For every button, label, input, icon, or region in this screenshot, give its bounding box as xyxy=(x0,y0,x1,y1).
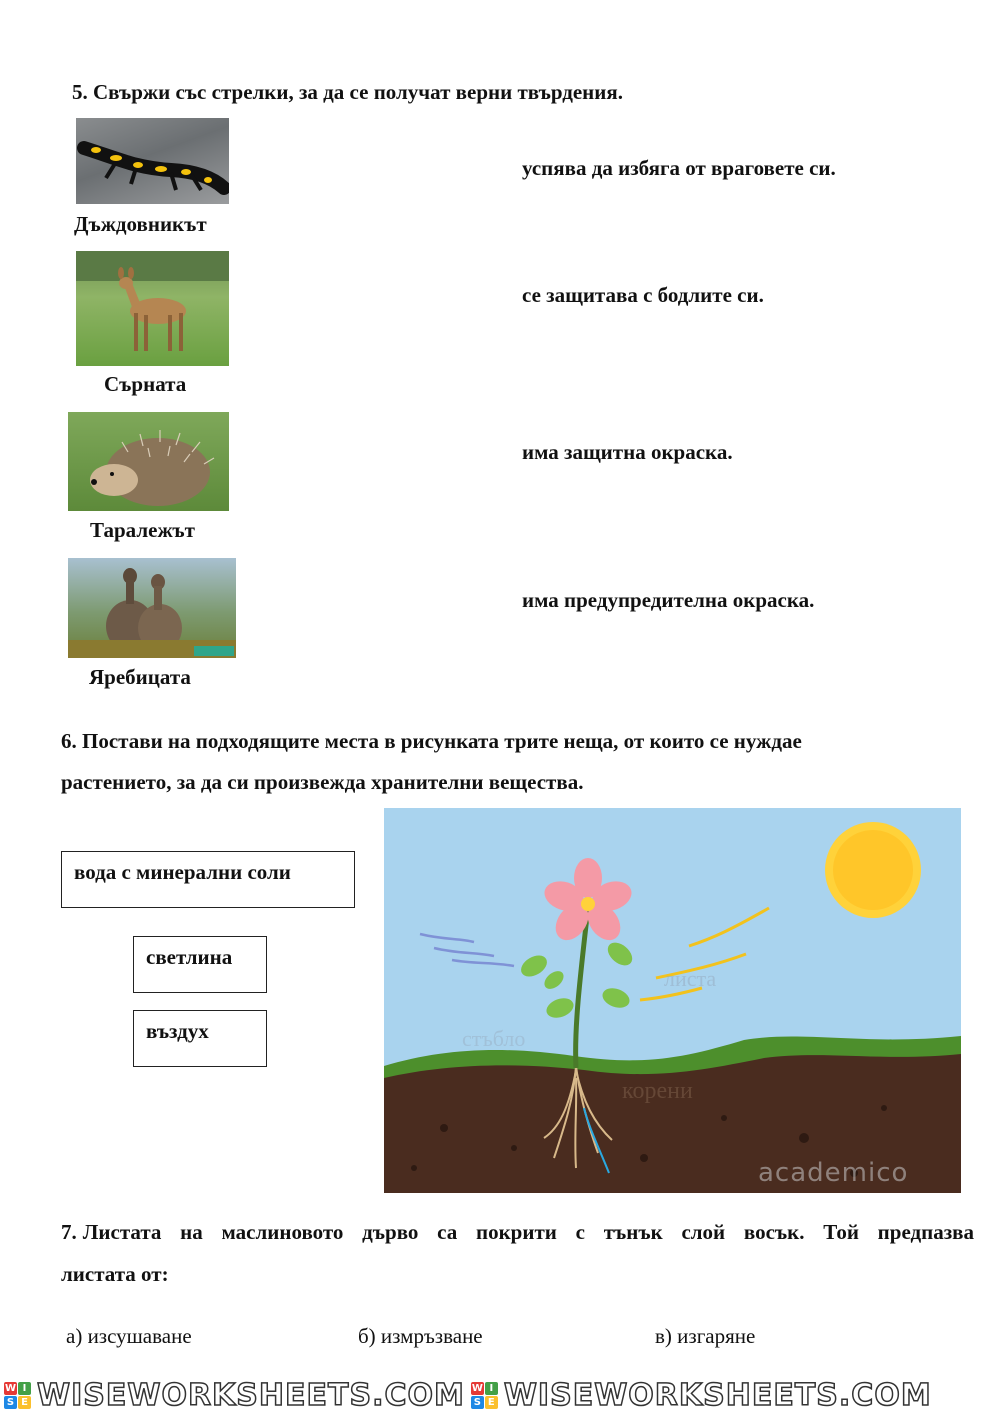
diagram-watermark: academico xyxy=(758,1158,909,1188)
diagram-faded-label-stem: стъбло xyxy=(462,1026,526,1051)
animal-label-salamander: Дъждовникът xyxy=(74,212,207,236)
question-6-title-line1: 6. Постави на подходящите места в рисунката трите неща, от които се нуждае xyxy=(61,729,802,753)
footer-brand-text: WISEWORKSHEETS.COM xyxy=(503,1378,932,1413)
logo-letter: W xyxy=(471,1383,483,1394)
option-water-minerals[interactable]: вода с минерални соли xyxy=(61,851,355,908)
statement-1: успява да избяга от враговете си. xyxy=(522,156,836,180)
diagram-faded-label-leaves: листа xyxy=(664,966,717,991)
statement-2: се защитава с бодлите си. xyxy=(522,283,764,307)
fire-salamander-photo xyxy=(76,118,229,204)
option-air[interactable]: въздух xyxy=(133,1010,267,1067)
animal-label-hedgehog: Таралежът xyxy=(90,518,195,542)
roe-deer-photo xyxy=(76,251,229,366)
question-5-title: 5. Свържи със стрелки, за да се получат верни твърдения. xyxy=(72,80,623,104)
logo-letter: E xyxy=(485,1396,498,1409)
question-7-text-line2: листата от: xyxy=(61,1262,169,1286)
answer-option-b[interactable]: б) измръзване xyxy=(358,1324,483,1348)
logo-letter: I xyxy=(485,1382,498,1395)
question-7-number: 7. xyxy=(61,1220,77,1244)
animal-label-partridge: Яребицата xyxy=(89,665,191,689)
option-light[interactable]: светлина xyxy=(133,936,267,993)
question-6-title-line2: растението, за да си произвежда хранителни вещества. xyxy=(61,770,584,794)
statement-3: има защитна окраска. xyxy=(522,440,733,464)
diagram-faded-label-roots: корени xyxy=(622,1078,693,1104)
hedgehog-photo xyxy=(68,412,229,511)
wiseworksheets-logo-icon xyxy=(471,1382,498,1409)
partridge-photo xyxy=(68,558,236,658)
plant-diagram xyxy=(384,808,961,1193)
wiseworksheets-logo-icon xyxy=(4,1382,31,1409)
answer-option-a[interactable]: а) изсушаване xyxy=(66,1324,192,1348)
logo-letter: S xyxy=(4,1396,17,1409)
footer-banner xyxy=(0,1378,1000,1413)
logo-letter: W xyxy=(4,1383,17,1394)
footer-brand-text: WISEWORKSHEETS.COM xyxy=(37,1378,465,1413)
logo-letter: S xyxy=(471,1396,484,1409)
statement-4: има предупредителна окраска. xyxy=(522,588,815,612)
question-7-text-line1: Листата на маслиновото дърво са покрити с тънък слой восък. Той предпазва xyxy=(82,1220,974,1244)
question-7-line1 xyxy=(61,1220,974,1245)
logo-letter: E xyxy=(18,1396,31,1409)
answer-option-c[interactable]: в) изгаряне xyxy=(655,1324,756,1348)
animal-label-deer: Сърната xyxy=(104,372,187,396)
logo-letter: I xyxy=(18,1382,31,1395)
